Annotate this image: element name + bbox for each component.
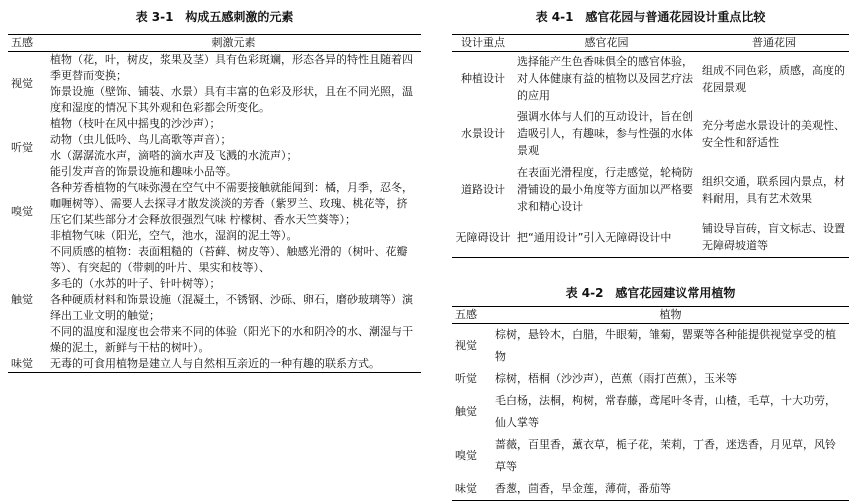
table2-normal: 组成不同色彩，质感，高度的花园景观 — [702, 63, 845, 94]
table1-elements — [46, 180, 421, 244]
table3 — [452, 306, 849, 501]
table3-plants: 棕树，梧桐（沙沙声），芭蕉（雨打芭蕉），玉米等 — [495, 372, 737, 385]
table3-row — [452, 390, 849, 434]
table1-line: 各种硬质材料和饰景设施（混凝土，不锈钢、沙砾、卵石，磨砂玻璃等）演绎出工业文明的触觉； — [50, 293, 413, 322]
table2 — [452, 34, 849, 258]
table2-row — [452, 162, 849, 218]
table3-row — [452, 478, 849, 501]
table1-row — [8, 52, 421, 117]
table1-line: 各种芳香植物的气味弥漫在空气中不需要接触就能闻到：橘，月季，忍冬，咖喱树等）、需要人去探寻才散发淡淡的芳香（紫罗兰、玫瑰、桃花等，挤压它们某些部分才会释放很强烈气味 柠檬树、香水天竺葵等）； — [50, 181, 413, 226]
table3-header-row — [452, 307, 849, 324]
table1-header-elements: 刺激元素 — [46, 35, 421, 52]
table3-sense: 听觉 — [455, 372, 477, 385]
table1-sense: 视觉 — [11, 77, 33, 90]
table1-row — [8, 116, 421, 180]
table3-plants: 香葱，茴香，旱金莲，薄荷，番茄等 — [495, 482, 671, 495]
table3-sense: 嗅觉 — [455, 449, 477, 462]
table1-row — [8, 180, 421, 244]
table2-normal: 充分考虑水景设计的美观性、安全性和舒适性 — [702, 118, 845, 149]
table2-sensory: 强调水体与人们的互动设计，旨在创造吸引人，有趣味，参与性强的水体景观 — [517, 110, 693, 157]
table2-header-row — [452, 35, 849, 52]
table3-plants: 毛白杨，法桐，枸树，常春藤，鸢尾叶冬青，山楂，毛草，十大功劳，仙人掌等 — [495, 394, 836, 429]
table1-sense: 嗅觉 — [11, 205, 33, 218]
table1-elements — [46, 356, 421, 373]
table2-normal: 铺设导盲砖，盲文标志、设置无障碍坡道等 — [702, 222, 845, 253]
table2-point: 种植设计 — [461, 72, 505, 86]
table1-sense: 听觉 — [11, 141, 33, 154]
table2-point: 无障碍设计 — [455, 230, 511, 244]
table1-header-sense: 五感 — [8, 35, 46, 52]
table3-sense: 视觉 — [455, 339, 477, 352]
table3-caption: 表 4-2 感官花园建议常用植物 — [565, 286, 736, 300]
table1-line: 饰景设施（壁饰、铺装、水景）具有丰富的色彩及形状，且在不同光照，温度和湿度的情况下其外观和色彩都会所变化。 — [50, 85, 413, 114]
table1 — [8, 34, 421, 373]
table2-row — [452, 218, 849, 258]
table1-line: 多毛的（水苏的叶子、针叶树等）； — [50, 277, 221, 290]
table2-row — [452, 52, 849, 106]
table1-elements — [46, 244, 421, 356]
table2-header-point: 设计重点 — [452, 35, 514, 52]
table1-row — [8, 244, 421, 356]
table3-row — [452, 368, 849, 390]
table1-line: 水（潺潺流水声，滴嗒的滴水声及飞溅的水流声）； — [50, 149, 298, 162]
table3-header-plants: 植物 — [492, 307, 849, 324]
table2-sensory: 把“通用设计”引入无障碍设计中 — [517, 230, 672, 244]
table1-elements — [46, 52, 421, 117]
table1-elements — [46, 116, 421, 180]
table2-point: 道路设计 — [461, 183, 505, 196]
table3-row — [452, 434, 849, 478]
table2-caption: 表 4-1 感官花园与普通花园设计重点比较 — [535, 10, 766, 24]
table1-sense: 触觉 — [11, 293, 33, 306]
table2-header-sensory: 感官花园 — [514, 35, 699, 52]
table2-sensory: 在表面光滑程度，行走感觉，轮椅防滑铺设的最小角度等方面加以严格要求和精心设计 — [517, 166, 693, 213]
table1-line: 非植物气味（阳光，空气，池水，湿润的泥土等）。 — [50, 229, 298, 242]
table2-header-normal: 普通花园 — [699, 35, 849, 52]
table2-point: 水景设计 — [461, 127, 505, 140]
table3-row — [452, 324, 849, 369]
table1-sense: 味觉 — [11, 357, 33, 370]
table3-sense: 触觉 — [455, 405, 477, 418]
table1-line: 无毒的可食用植物是建立人与自然相互亲近的一种有趣的联系方式。 — [50, 357, 380, 370]
table1-caption: 表 3-1 构成五感刺激的元素 — [135, 10, 294, 24]
table1-row — [8, 356, 421, 373]
table1-line: 植物（枝叶在风中摇曳的沙沙声）； — [50, 117, 221, 130]
table2-normal: 组织交通，联系园内景点，材料耐用，具有艺术效果 — [702, 174, 845, 205]
table3-header-sense: 五感 — [452, 307, 492, 324]
table3-sense: 味觉 — [455, 482, 477, 495]
table3-plants: 棕树，悬铃木，白腊，牛眼菊，雏菊，罂粟等各种能提供视觉享受的植物 — [495, 328, 836, 363]
table1-line: 能引发声音的饰景设施和趣味小品等。 — [50, 165, 237, 178]
table3-plants: 蔷薇，百里香，薰衣草，栀子花，茉莉，丁香，迷迭香，月见草，风铃草等 — [495, 438, 836, 473]
table2-row — [452, 106, 849, 162]
table1-line: 动物（虫儿低吟、鸟儿高歌等声音）； — [50, 133, 232, 146]
table1-header-row — [8, 35, 421, 52]
table1-line: 不同的温度和湿度也会带来不同的体验（阳光下的水和阴冷的水、潮湿与干燥的泥土，新鲜与干枯的树叶）。 — [50, 325, 413, 354]
table2-sensory: 选择能产生色香味俱全的感官体验，对人体健康有益的植物以及园艺疗法的应用 — [517, 55, 693, 103]
table1-line: 不同质感的植物：表面粗糙的（苔藓、树皮等）、触感光滑的（树叶、花瓣等）、有突起的（带刺的叶片、果实和枝等）、 — [50, 245, 408, 274]
table1-line: 植物（花，叶，树皮，浆果及茎）具有色彩斑斓，形态各异的特性且随着四季更替而变换； — [50, 53, 413, 82]
